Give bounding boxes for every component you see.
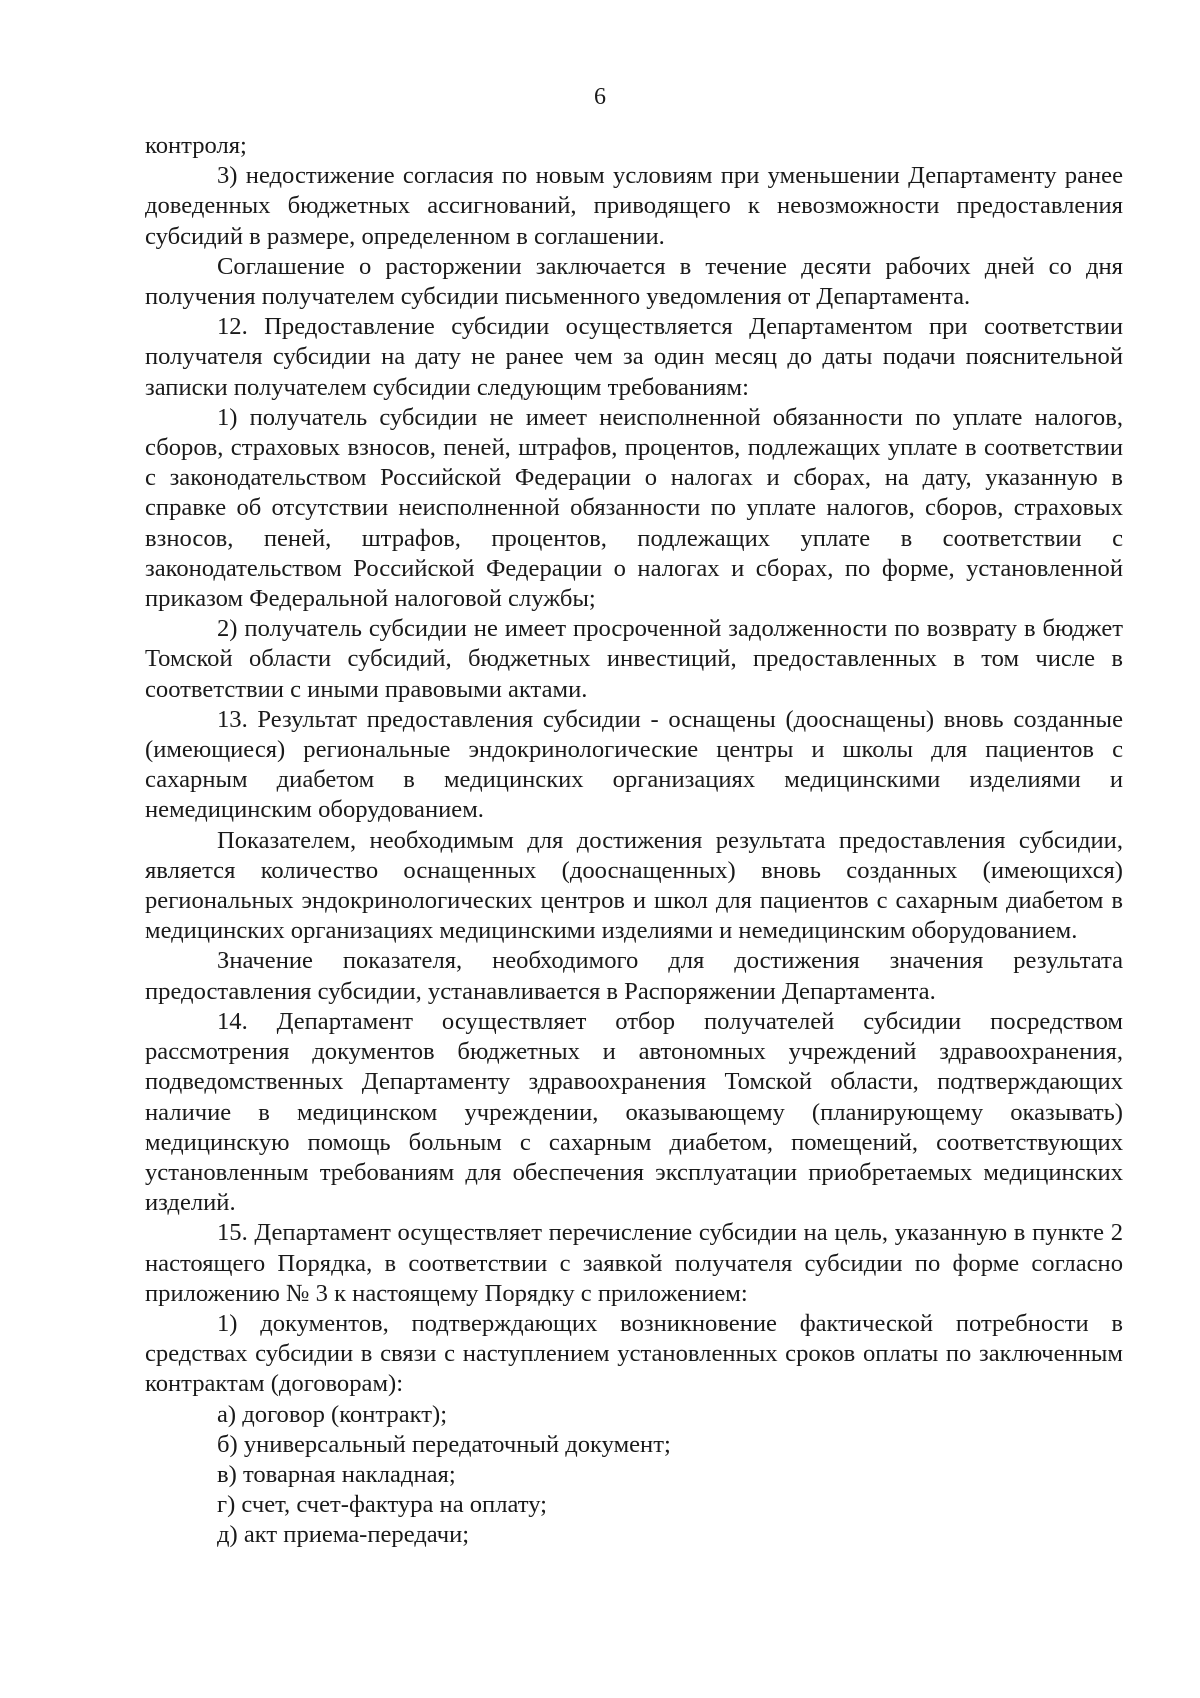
paragraph-clause-13: 13. Результат предоставления субсидии - оснащены (дооснащены) вновь созданные (имеющиеся) региональные эндокринологические центры и школы для пациентов с сахарным диабетом в медицинских организациях медицинскими изделиями и немедицинским оборудованием. (145, 705, 1123, 824)
list-item-g: г) счет, счет-фактура на оплату; (217, 1491, 547, 1519)
paragraph-clause-14: 14. Департамент осуществляет отбор получателей субсидии посредством рассмотрения документов бюджетных и автономных учреждений здравоохранения, подведомственных Департаменту здравоохранения Томской области, подтверждающих наличие в медицинском учреждении, оказывающему (планирующему оказывать) медицинскую помощь больным с сахарным диабетом, помещений, соответствующих установленным требованиям для обеспечения эксплуатации приобретаемых медицинских изделий. (145, 1007, 1123, 1217)
list-item-d: д) акт приема-передачи; (217, 1521, 470, 1549)
paragraph-clause-12-item-1: 1) получатель субсидии не имеет неисполненной обязанности по уплате налогов, сборов, страховых взносов, пеней, штрафов, процентов, подлежащих уплате в соответствии с законодательством Российской Федерации о налогах и сборах, на дату, указанную в справке об отсутствии неисполненной обязанности по уплате налогов, сборов, страховых взносов, пеней, штрафов, процентов, подлежащих уплате в соответствии с законодательством Российской Федерации о налогах и сборах, по форме, установленной приказом Федеральной налоговой службы; (145, 403, 1123, 613)
page-number: 6 (594, 84, 606, 110)
paragraph-continuation: контроля; (145, 132, 247, 159)
paragraph-clause-15-item-1: 1) документов, подтверждающих возникновение фактической потребности в средствах субсидии в связи с наступлением установленных сроков оплаты по заключенным контрактам (договорам): (145, 1309, 1123, 1398)
paragraph-indicator: Показателем, необходимым для достижения результата предоставления субсидии, является количество оснащенных (дооснащенных) вновь созданных (имеющихся) региональных эндокринологических центров и школ для пациентов с сахарным диабетом в медицинских организациях медицинскими изделиями и немедицинским оборудованием. (145, 826, 1123, 945)
paragraph-termination-agreement: Соглашение о расторжении заключается в течение десяти рабочих дней со дня получения получателем субсидии письменного уведомления от Департамента. (145, 252, 1123, 311)
paragraph-item-3: 3) недостижение согласия по новым условиям при уменьшении Департаменту ранее доведенных бюджетных ассигнований, приводящего к невозможности предоставления субсидий в размере, определенном в соглашении. (145, 162, 1123, 250)
paragraph-clause-15: 15. Департамент осуществляет перечисление субсидии на цель, указанную в пункте 2 настоящего Порядка, в соответствии с заявкой получателя субсидии по форме согласно приложению № 3 к настоящему Порядку с приложением: (145, 1219, 1123, 1307)
paragraph-clause-12-item-2: 2) получатель субсидии не имеет просроченной задолженности по возврату в бюджет Томской области субсидий, бюджетных инвестиций, предоставленных в том числе в соответствии с иными правовыми актами. (145, 615, 1123, 703)
paragraph-indicator-value: Значение показателя, необходимого для достижения значения результата предоставления субсидии, устанавливается в Распоряжении Департамента. (145, 947, 1123, 1005)
paragraph-clause-12: 12. Предоставление субсидии осуществляется Департаментом при соответствии получателя субсидии на дату не ранее чем за один месяц до даты подачи пояснительной записки получателем субсидии следующим требованиям: (145, 313, 1123, 401)
list-item-v: в) товарная накладная; (217, 1460, 456, 1488)
list-item-b: б) универсальный передаточный документ; (217, 1430, 671, 1458)
document-body (145, 131, 1123, 1551)
list-item-a: а) договор (контракт); (217, 1400, 448, 1428)
